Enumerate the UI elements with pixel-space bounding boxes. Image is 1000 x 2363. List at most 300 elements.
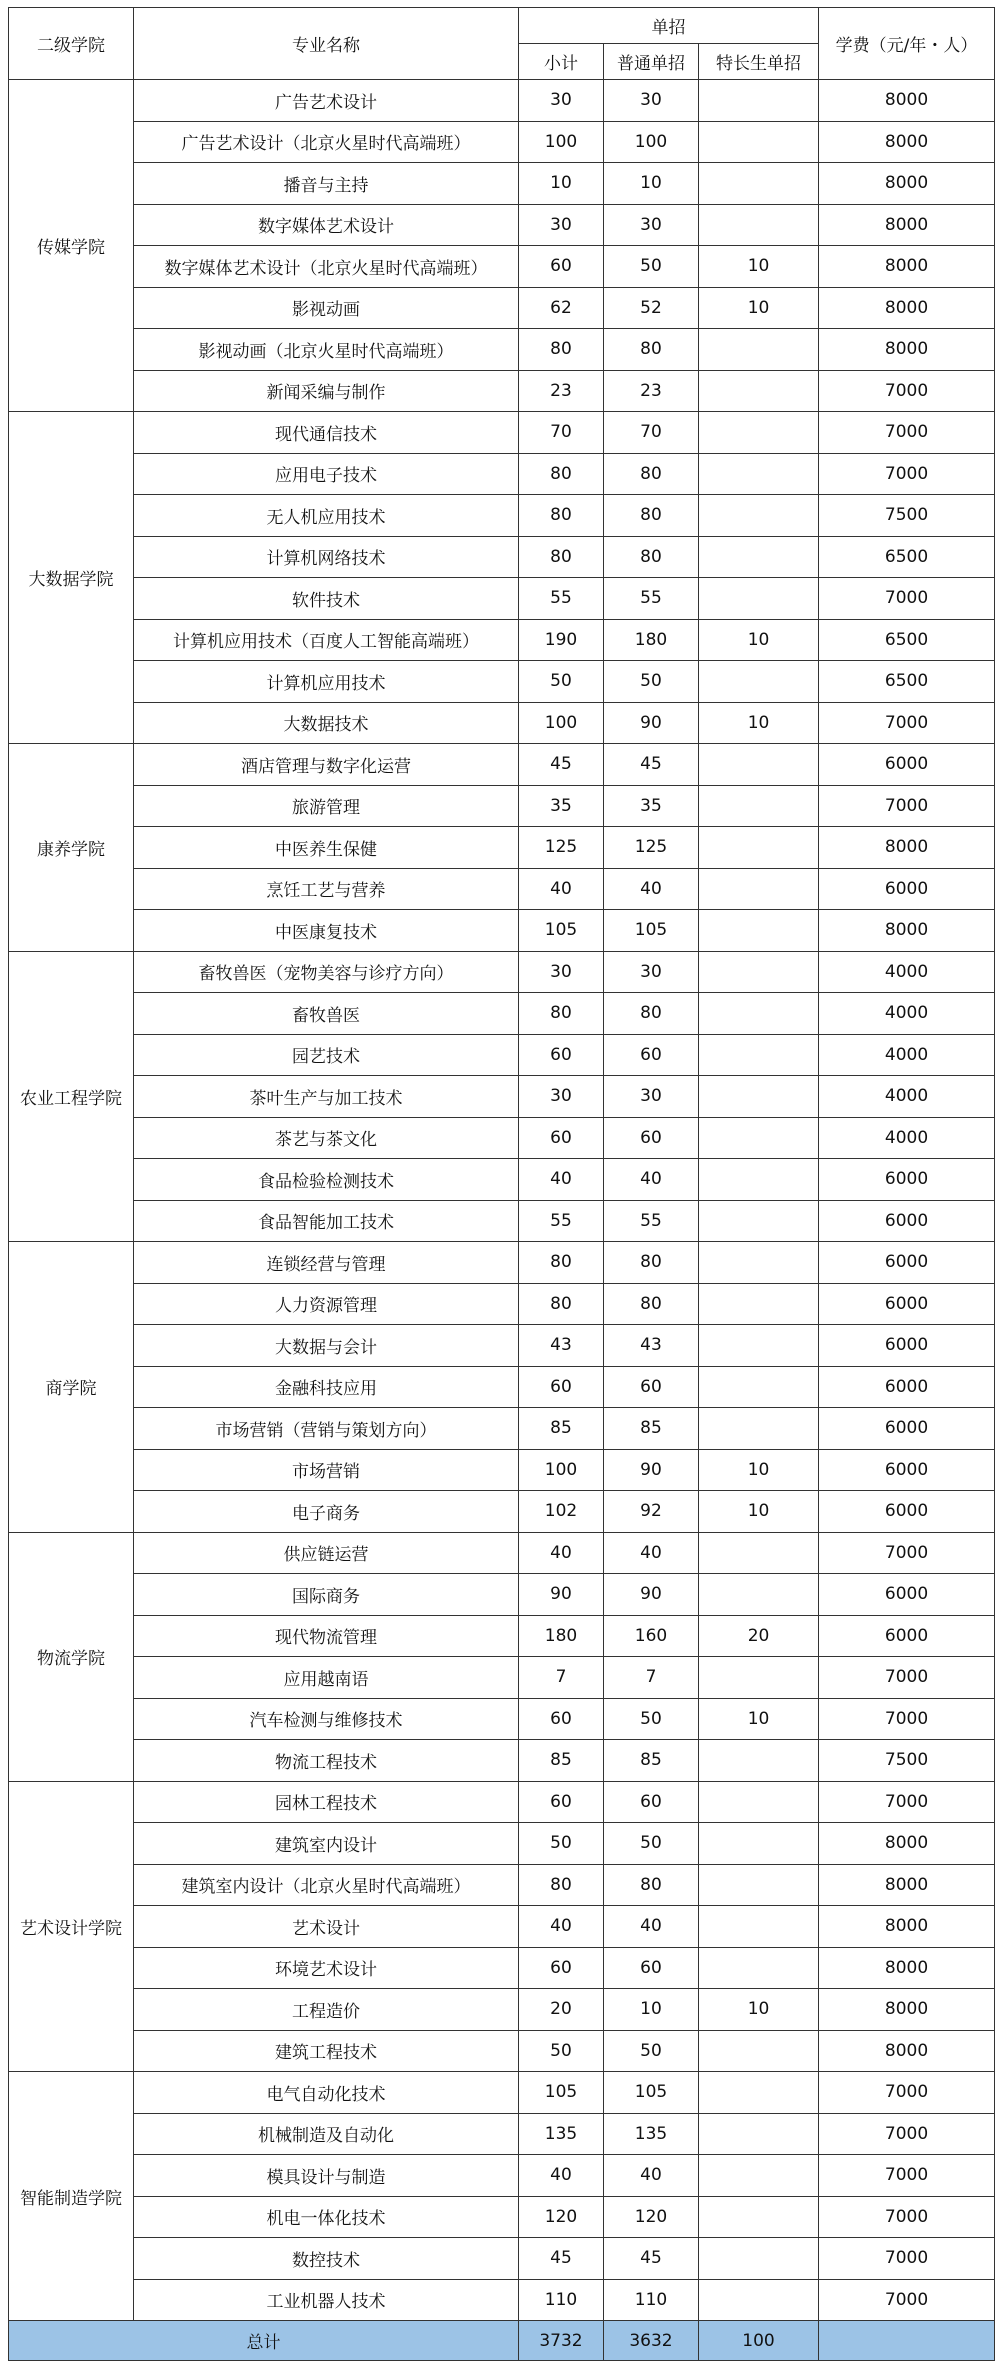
subtotal-cell: 40	[519, 868, 604, 910]
major-cell: 供应链运营	[134, 1532, 519, 1574]
fee-cell: 6000	[819, 1408, 995, 1450]
table-row	[9, 1698, 995, 1740]
subtotal-cell: 62	[519, 287, 604, 329]
special-cell: 10	[699, 1449, 819, 1491]
college-cell: 传媒学院	[9, 80, 134, 412]
subtotal-cell: 60	[519, 1698, 604, 1740]
subtotal-cell: 100	[519, 702, 604, 744]
fee-cell: 7000	[819, 2072, 995, 2114]
table-row	[9, 163, 995, 205]
regular-cell: 50	[604, 2030, 699, 2072]
fee-cell: 8000	[819, 1989, 995, 2031]
special-cell	[699, 993, 819, 1035]
major-cell: 无人机应用技术	[134, 495, 519, 537]
subtotal-cell: 80	[519, 1283, 604, 1325]
special-cell	[699, 2113, 819, 2155]
table-row	[9, 1159, 995, 1201]
fee-cell: 8000	[819, 329, 995, 371]
major-cell: 影视动画	[134, 287, 519, 329]
subtotal-cell: 35	[519, 785, 604, 827]
subtotal-cell: 80	[519, 329, 604, 371]
table-row	[9, 1740, 995, 1782]
subtotal-cell: 190	[519, 619, 604, 661]
regular-cell: 90	[604, 1574, 699, 1616]
table-row	[9, 1781, 995, 1823]
table-row	[9, 1449, 995, 1491]
regular-cell: 80	[604, 1242, 699, 1284]
table-row	[9, 993, 995, 1035]
table-row	[9, 1408, 995, 1450]
fee-cell: 4000	[819, 1034, 995, 1076]
table-row	[9, 1906, 995, 1948]
fee-cell: 7500	[819, 495, 995, 537]
table-row	[9, 329, 995, 371]
special-cell	[699, 661, 819, 703]
subtotal-cell: 55	[519, 1200, 604, 1242]
subtotal-cell: 40	[519, 1532, 604, 1574]
subtotal-cell: 60	[519, 246, 604, 288]
subtotal-cell: 23	[519, 370, 604, 412]
regular-cell: 23	[604, 370, 699, 412]
special-cell	[699, 1657, 819, 1699]
regular-cell: 50	[604, 1823, 699, 1865]
regular-cell: 85	[604, 1408, 699, 1450]
special-cell	[699, 827, 819, 869]
regular-cell: 30	[604, 80, 699, 122]
fee-cell: 7000	[819, 1781, 995, 1823]
subtotal-cell: 80	[519, 453, 604, 495]
fee-cell: 8000	[819, 287, 995, 329]
subtotal-cell: 60	[519, 1117, 604, 1159]
table-row	[9, 868, 995, 910]
college-cell: 康养学院	[9, 744, 134, 952]
regular-cell: 60	[604, 1947, 699, 1989]
regular-cell: 80	[604, 329, 699, 371]
fee-cell: 8000	[819, 204, 995, 246]
subtotal-cell: 50	[519, 661, 604, 703]
fee-cell: 7000	[819, 2155, 995, 2197]
total-regular: 3632	[604, 2321, 699, 2361]
major-cell: 中医养生保健	[134, 827, 519, 869]
fee-cell: 8000	[819, 163, 995, 205]
header-special: 特长生单招	[699, 44, 819, 80]
major-cell: 建筑工程技术	[134, 2030, 519, 2072]
special-cell	[699, 1574, 819, 1616]
fee-cell: 7000	[819, 2279, 995, 2321]
regular-cell: 40	[604, 868, 699, 910]
fee-cell: 8000	[819, 1864, 995, 1906]
table-row	[9, 80, 995, 122]
special-cell	[699, 578, 819, 620]
subtotal-cell: 40	[519, 1906, 604, 1948]
fee-cell: 6000	[819, 1283, 995, 1325]
major-cell: 食品智能加工技术	[134, 1200, 519, 1242]
subtotal-cell: 50	[519, 2030, 604, 2072]
table-row	[9, 370, 995, 412]
major-cell: 工业机器人技术	[134, 2279, 519, 2321]
major-cell: 烹饪工艺与营养	[134, 868, 519, 910]
regular-cell: 60	[604, 1117, 699, 1159]
major-cell: 播音与主持	[134, 163, 519, 205]
regular-cell: 80	[604, 536, 699, 578]
fee-cell: 6000	[819, 1574, 995, 1616]
special-cell	[699, 80, 819, 122]
special-cell	[699, 1906, 819, 1948]
regular-cell: 50	[604, 661, 699, 703]
major-cell: 畜牧兽医（宠物美容与诊疗方向）	[134, 951, 519, 993]
table-row	[9, 2113, 995, 2155]
table-row	[9, 1491, 995, 1533]
college-cell: 智能制造学院	[9, 2072, 134, 2321]
fee-cell: 6000	[819, 1615, 995, 1657]
fee-cell: 6000	[819, 1366, 995, 1408]
regular-cell: 80	[604, 495, 699, 537]
subtotal-cell: 80	[519, 1242, 604, 1284]
table-row	[9, 246, 995, 288]
special-cell	[699, 1159, 819, 1201]
regular-cell: 85	[604, 1740, 699, 1782]
subtotal-cell: 100	[519, 1449, 604, 1491]
major-cell: 市场营销（营销与策划方向）	[134, 1408, 519, 1450]
major-cell: 中医康复技术	[134, 910, 519, 952]
special-cell	[699, 329, 819, 371]
special-cell	[699, 1532, 819, 1574]
special-cell	[699, 1242, 819, 1284]
regular-cell: 7	[604, 1657, 699, 1699]
fee-cell: 4000	[819, 951, 995, 993]
total-special: 100	[699, 2321, 819, 2361]
major-cell: 艺术设计	[134, 1906, 519, 1948]
special-cell	[699, 1325, 819, 1367]
special-cell	[699, 1283, 819, 1325]
regular-cell: 40	[604, 1906, 699, 1948]
table-row	[9, 1574, 995, 1616]
header-subtotal: 小计	[519, 44, 604, 80]
special-cell	[699, 2196, 819, 2238]
fee-cell: 7000	[819, 785, 995, 827]
special-cell	[699, 2072, 819, 2114]
subtotal-cell: 120	[519, 2196, 604, 2238]
major-cell: 应用越南语	[134, 1657, 519, 1699]
special-cell	[699, 1823, 819, 1865]
subtotal-cell: 30	[519, 951, 604, 993]
special-cell	[699, 1864, 819, 1906]
major-cell: 畜牧兽医	[134, 993, 519, 1035]
subtotal-cell: 20	[519, 1989, 604, 2031]
special-cell	[699, 121, 819, 163]
regular-cell: 55	[604, 1200, 699, 1242]
special-cell	[699, 204, 819, 246]
subtotal-cell: 110	[519, 2279, 604, 2321]
regular-cell: 40	[604, 2155, 699, 2197]
enrollment-table	[8, 7, 995, 2361]
special-cell	[699, 910, 819, 952]
special-cell	[699, 2155, 819, 2197]
subtotal-cell: 105	[519, 2072, 604, 2114]
table-row	[9, 1325, 995, 1367]
table-row	[9, 1532, 995, 1574]
table-row	[9, 536, 995, 578]
table-row	[9, 1657, 995, 1699]
subtotal-cell: 80	[519, 993, 604, 1035]
special-cell	[699, 951, 819, 993]
table-row	[9, 2279, 995, 2321]
special-cell	[699, 1408, 819, 1450]
major-cell: 园林工程技术	[134, 1781, 519, 1823]
subtotal-cell: 7	[519, 1657, 604, 1699]
regular-cell: 35	[604, 785, 699, 827]
table-body	[9, 80, 995, 2321]
regular-cell: 125	[604, 827, 699, 869]
table-row	[9, 1242, 995, 1284]
subtotal-cell: 30	[519, 204, 604, 246]
fee-cell: 8000	[819, 1906, 995, 1948]
table-row	[9, 910, 995, 952]
table-header	[9, 8, 995, 80]
special-cell: 20	[699, 1615, 819, 1657]
special-cell	[699, 412, 819, 454]
special-cell	[699, 1947, 819, 1989]
table-row	[9, 1034, 995, 1076]
fee-cell: 4000	[819, 993, 995, 1035]
regular-cell: 80	[604, 453, 699, 495]
table-row	[9, 121, 995, 163]
special-cell	[699, 495, 819, 537]
fee-cell: 7000	[819, 2196, 995, 2238]
regular-cell: 40	[604, 1159, 699, 1201]
fee-cell: 7000	[819, 453, 995, 495]
subtotal-cell: 43	[519, 1325, 604, 1367]
major-cell: 食品检验检测技术	[134, 1159, 519, 1201]
fee-cell: 7000	[819, 1657, 995, 1699]
special-cell	[699, 1781, 819, 1823]
table-row	[9, 1076, 995, 1118]
total-subtotal: 3732	[519, 2321, 604, 2361]
fee-cell: 8000	[819, 1947, 995, 1989]
regular-cell: 60	[604, 1366, 699, 1408]
special-cell	[699, 370, 819, 412]
special-cell: 10	[699, 702, 819, 744]
major-cell: 新闻采编与制作	[134, 370, 519, 412]
subtotal-cell: 60	[519, 1366, 604, 1408]
fee-cell: 7000	[819, 412, 995, 454]
table-row	[9, 2155, 995, 2197]
major-cell: 计算机应用技术（百度人工智能高端班）	[134, 619, 519, 661]
special-cell: 10	[699, 1491, 819, 1533]
subtotal-cell: 90	[519, 1574, 604, 1616]
fee-cell: 4000	[819, 1117, 995, 1159]
table-row	[9, 1200, 995, 1242]
special-cell	[699, 536, 819, 578]
table-row	[9, 1989, 995, 2031]
subtotal-cell: 60	[519, 1947, 604, 1989]
college-cell: 农业工程学院	[9, 951, 134, 1242]
subtotal-cell: 80	[519, 1864, 604, 1906]
table-row	[9, 1823, 995, 1865]
table-row	[9, 578, 995, 620]
subtotal-cell: 60	[519, 1034, 604, 1076]
subtotal-cell: 85	[519, 1740, 604, 1782]
major-cell: 市场营销	[134, 1449, 519, 1491]
subtotal-cell: 125	[519, 827, 604, 869]
college-cell: 艺术设计学院	[9, 1781, 134, 2072]
regular-cell: 180	[604, 619, 699, 661]
fee-cell: 4000	[819, 1076, 995, 1118]
fee-cell: 8000	[819, 1823, 995, 1865]
subtotal-cell: 30	[519, 80, 604, 122]
special-cell: 10	[699, 246, 819, 288]
fee-cell: 6000	[819, 1449, 995, 1491]
fee-cell: 6000	[819, 1491, 995, 1533]
table-row	[9, 2030, 995, 2072]
table-row	[9, 412, 995, 454]
regular-cell: 80	[604, 1283, 699, 1325]
special-cell	[699, 1076, 819, 1118]
fee-cell: 8000	[819, 121, 995, 163]
special-cell	[699, 1740, 819, 1782]
special-cell	[699, 453, 819, 495]
major-cell: 计算机网络技术	[134, 536, 519, 578]
fee-cell: 6000	[819, 1200, 995, 1242]
special-cell	[699, 2279, 819, 2321]
regular-cell: 30	[604, 951, 699, 993]
regular-cell: 10	[604, 163, 699, 205]
regular-cell: 30	[604, 204, 699, 246]
table-row	[9, 785, 995, 827]
subtotal-cell: 50	[519, 1823, 604, 1865]
subtotal-cell: 40	[519, 1159, 604, 1201]
regular-cell: 92	[604, 1491, 699, 1533]
major-cell: 应用电子技术	[134, 453, 519, 495]
table-row	[9, 2072, 995, 2114]
major-cell: 汽车检测与维修技术	[134, 1698, 519, 1740]
table-row	[9, 1366, 995, 1408]
subtotal-cell: 45	[519, 744, 604, 786]
subtotal-cell: 30	[519, 1076, 604, 1118]
regular-cell: 45	[604, 744, 699, 786]
special-cell	[699, 1200, 819, 1242]
regular-cell: 30	[604, 1076, 699, 1118]
fee-cell: 6000	[819, 1325, 995, 1367]
major-cell: 大数据技术	[134, 702, 519, 744]
special-cell: 10	[699, 1698, 819, 1740]
regular-cell: 160	[604, 1615, 699, 1657]
table-row	[9, 1947, 995, 1989]
table-row	[9, 661, 995, 703]
fee-cell: 8000	[819, 910, 995, 952]
major-cell: 电气自动化技术	[134, 2072, 519, 2114]
special-cell	[699, 744, 819, 786]
major-cell: 大数据与会计	[134, 1325, 519, 1367]
major-cell: 现代物流管理	[134, 1615, 519, 1657]
table-row	[9, 702, 995, 744]
fee-cell: 8000	[819, 80, 995, 122]
fee-cell: 6500	[819, 536, 995, 578]
regular-cell: 10	[604, 1989, 699, 2031]
major-cell: 人力资源管理	[134, 1283, 519, 1325]
major-cell: 茶艺与茶文化	[134, 1117, 519, 1159]
fee-cell: 7000	[819, 2113, 995, 2155]
regular-cell: 105	[604, 2072, 699, 2114]
fee-cell: 6000	[819, 1159, 995, 1201]
header-regular: 普通单招	[604, 44, 699, 80]
regular-cell: 55	[604, 578, 699, 620]
regular-cell: 50	[604, 246, 699, 288]
regular-cell: 52	[604, 287, 699, 329]
subtotal-cell: 80	[519, 495, 604, 537]
major-cell: 连锁经营与管理	[134, 1242, 519, 1284]
major-cell: 数字媒体艺术设计（北京火星时代高端班）	[134, 246, 519, 288]
table-row	[9, 1615, 995, 1657]
subtotal-cell: 10	[519, 163, 604, 205]
major-cell: 电子商务	[134, 1491, 519, 1533]
fee-cell: 6500	[819, 661, 995, 703]
regular-cell: 110	[604, 2279, 699, 2321]
subtotal-cell: 102	[519, 1491, 604, 1533]
fee-cell: 7000	[819, 1532, 995, 1574]
fee-cell: 6000	[819, 744, 995, 786]
college-cell: 物流学院	[9, 1532, 134, 1781]
regular-cell: 100	[604, 121, 699, 163]
major-cell: 计算机应用技术	[134, 661, 519, 703]
table-row	[9, 951, 995, 993]
table-footer	[9, 2321, 995, 2361]
header-major: 专业名称	[134, 8, 519, 80]
special-cell: 10	[699, 619, 819, 661]
total-label: 总计	[9, 2321, 519, 2361]
table-row	[9, 453, 995, 495]
major-cell: 国际商务	[134, 1574, 519, 1616]
table-row	[9, 495, 995, 537]
subtotal-cell: 180	[519, 1615, 604, 1657]
special-cell	[699, 785, 819, 827]
table-row	[9, 1117, 995, 1159]
major-cell: 影视动画（北京火星时代高端班）	[134, 329, 519, 371]
table-row	[9, 1283, 995, 1325]
major-cell: 机械制造及自动化	[134, 2113, 519, 2155]
subtotal-cell: 70	[519, 412, 604, 454]
major-cell: 机电一体化技术	[134, 2196, 519, 2238]
major-cell: 软件技术	[134, 578, 519, 620]
fee-cell: 7000	[819, 2238, 995, 2280]
regular-cell: 70	[604, 412, 699, 454]
fee-cell: 8000	[819, 2030, 995, 2072]
fee-cell: 8000	[819, 246, 995, 288]
regular-cell: 80	[604, 993, 699, 1035]
major-cell: 工程造价	[134, 1989, 519, 2031]
regular-cell: 50	[604, 1698, 699, 1740]
special-cell: 10	[699, 1989, 819, 2031]
special-cell	[699, 163, 819, 205]
special-cell	[699, 1117, 819, 1159]
table-row	[9, 2238, 995, 2280]
subtotal-cell: 105	[519, 910, 604, 952]
major-cell: 广告艺术设计	[134, 80, 519, 122]
table-row	[9, 1864, 995, 1906]
regular-cell: 60	[604, 1034, 699, 1076]
special-cell	[699, 1366, 819, 1408]
subtotal-cell: 80	[519, 536, 604, 578]
fee-cell: 7500	[819, 1740, 995, 1782]
subtotal-cell: 55	[519, 578, 604, 620]
table-row	[9, 744, 995, 786]
major-cell: 建筑室内设计（北京火星时代高端班）	[134, 1864, 519, 1906]
special-cell	[699, 2030, 819, 2072]
total-fee	[819, 2321, 995, 2361]
major-cell: 数字媒体艺术设计	[134, 204, 519, 246]
fee-cell: 6500	[819, 619, 995, 661]
subtotal-cell: 135	[519, 2113, 604, 2155]
